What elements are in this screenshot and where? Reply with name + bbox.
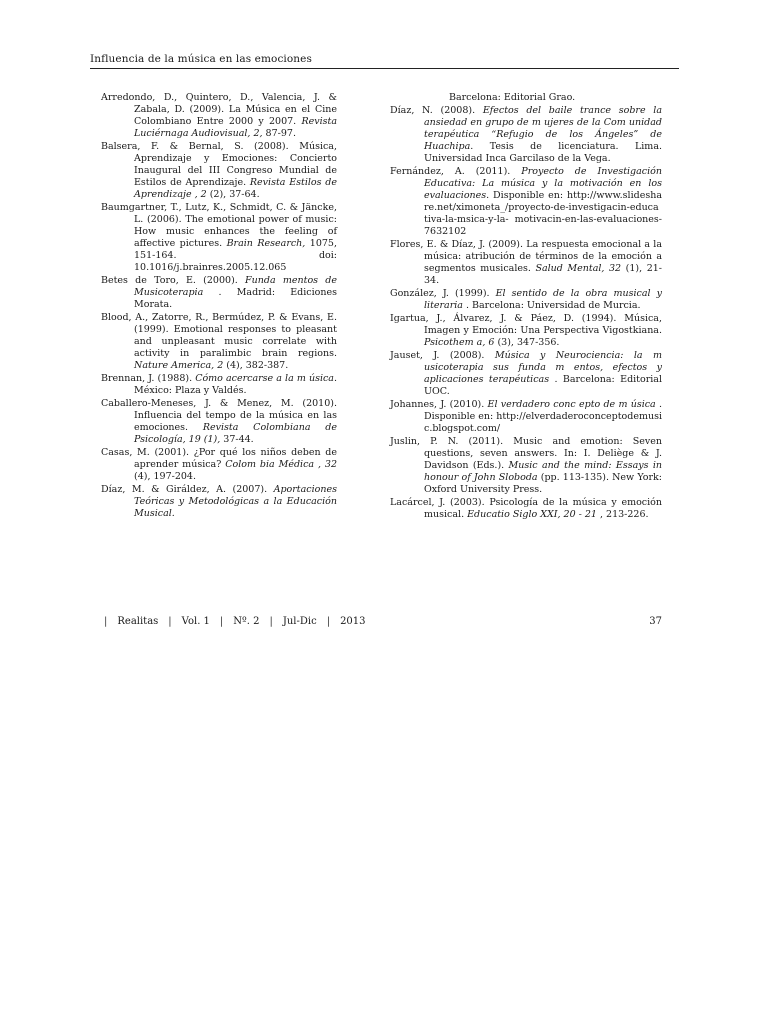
reference-entry — [101, 92, 337, 140]
reference-text: (4), 197-204. — [134, 471, 196, 482]
footer-volume: Vol. 1 — [181, 616, 210, 627]
reference-source-italic: Aportaciones Teóricas y Metodológicas a la Educación Musical. — [134, 484, 337, 519]
reference-entry — [101, 398, 337, 446]
reference-entry — [101, 373, 337, 397]
reference-source-italic: Nature America, 2 — [134, 360, 224, 371]
reference-entry — [101, 484, 337, 520]
reference-entry — [101, 447, 337, 483]
footer-period: Jul-Dic — [282, 616, 317, 627]
reference-source-italic: Efectos del baile trance sobre la ansiedad en grupo de m ujeres de la Com unidad terapéutica “Refugio de los Ángeles” de Huachipa. — [424, 105, 662, 152]
reference-source-italic: Cómo acercarse a la m úsica. — [195, 373, 337, 384]
reference-entry — [101, 275, 337, 311]
footer-separator: | — [168, 616, 172, 627]
reference-text: México: Plaza y Valdés. — [134, 385, 247, 396]
footer-separator: | — [219, 616, 224, 627]
reference-text: Igartua, J., Álvarez, J. & Páez, D. (1994). Música, Imagen y Emoción: Una Perspectiva Vigostkiana. — [390, 313, 662, 336]
reference-text: Disponible en: http://www.slideshare.net/ximoneta_/proyecto-de-investigacin-educativa-la-msica-y-la- motivacin-en-las-evaluaciones-7632102 — [424, 190, 662, 237]
reference-entry — [101, 202, 337, 274]
reference-text: Baumgartner, T., Lutz, K., Schmidt, C. & Jäncke, L. (2006). The emotional power of music: How music enhances the feeling of affective pictures. — [101, 202, 337, 249]
reference-text: (2), 37-64. — [206, 189, 260, 200]
page-footer — [104, 616, 662, 627]
reference-source-italic: Brain Research, — [226, 238, 306, 249]
reference-text: Barcelona: Editorial Grao. — [449, 92, 576, 103]
reference-source-italic: Revista Estilos de Aprendizaje , 2 — [134, 177, 337, 200]
reference-text: . Madrid: Ediciones Morata. — [134, 287, 337, 310]
reference-text: 87-97. — [262, 128, 296, 139]
reference-entry — [101, 312, 337, 372]
reference-text: 1075, 151-164. doi: 10.1016/j.brainres.2005.12.065 — [134, 238, 337, 273]
footer-year: 2013 — [340, 616, 366, 627]
reference-text: Balsera, F. & Bernal, S. (2008). Música, Aprendizaje y Emociones: Concierto Inaugural del III Congreso Mundial de Estilos de Aprendizaje. — [101, 141, 337, 188]
running-header-title: Influencia de la música en las emociones — [90, 53, 312, 65]
reference-text: Brennan, J. (1988). — [101, 373, 196, 384]
reference-text: Fernández, A. (2011). — [390, 166, 522, 177]
reference-source-italic: El verdadero conc epto de m úsica . — [487, 399, 662, 410]
header-rule — [90, 68, 679, 69]
reference-entry — [390, 399, 662, 435]
reference-text: Johannes, J. (2010). — [390, 399, 488, 410]
reference-entry — [390, 239, 662, 287]
reference-source-italic: Música y Neurociencia: la m usicoterapia sus funda m entos, efectos y aplicaciones terapéuticas — [424, 350, 662, 385]
reference-text: Tesis de licenciatura. Lima. Universidad Inca Garcilaso de la Vega. — [424, 141, 662, 164]
reference-text: Arredondo, D., Quintero, D., Valencia, J. & Zabala, D. (2009). La Música en el Cine Colombiano Entre 2000 y 2007. — [101, 92, 337, 127]
reference-text: . Barcelona: Universidad de Murcia. — [462, 300, 641, 311]
reference-source-italic: Music and the mind: Essays in honour of John Sloboda — [424, 460, 662, 483]
reference-source-italic: Funda mentos de Musicoterapia — [134, 275, 337, 298]
reference-entry — [390, 497, 662, 521]
reference-source-italic: Educatio Siglo XXI, 20 - 21 — [467, 509, 597, 520]
reference-entry — [390, 166, 662, 238]
page-number: 37 — [649, 616, 662, 627]
reference-text: , 213-226. — [596, 509, 649, 520]
reference-text: Juslin, P. N. (2011). Music and emotion: Seven questions, seven answers. In: I. Deliège & J. Davidson (Eds.). — [390, 436, 662, 471]
reference-entry — [390, 436, 662, 496]
reference-text: (pp. 113-135). New York: Oxford University Press. — [424, 472, 662, 495]
reference-text: Díaz, M. & Giráldez, A. (2007). — [101, 484, 274, 495]
reference-text: Flores, E. & Díaz, J. (2009). La respuesta emocional a la música: atribución de términos de la emoción a segmentos musicales. — [390, 239, 662, 274]
reference-entry — [390, 313, 662, 349]
reference-text: Jauset, J. (2008). — [390, 350, 495, 361]
reference-entry — [449, 92, 662, 104]
reference-source-italic: Revista Colombiana de Psicología, 19 (1), — [134, 422, 337, 445]
footer-separator: | — [269, 616, 273, 627]
reference-entry — [390, 288, 662, 312]
reference-entry — [390, 350, 662, 398]
reference-text: Blood, A., Zatorre, R., Bermúdez, P. & Evans, E. (1999). Emotional responses to pleasant and unpleasant music correlate with activity in paralimbic brain regions. — [101, 312, 337, 359]
reference-text: González, J. (1999). — [390, 288, 496, 299]
footer-separator: | — [326, 616, 331, 627]
reference-entry — [101, 141, 337, 201]
reference-text: Caballero-Meneses, J. & Menez, M. (2010). Influencia del tempo de la música en las emociones. — [101, 398, 337, 433]
reference-text: Díaz, N. (2008). — [390, 105, 483, 116]
reference-source-italic: Revista Luciérnaga Audiovisual, 2, — [134, 116, 337, 139]
references-column-right — [390, 92, 662, 522]
reference-text: . Barcelona: Editorial UOC. — [424, 374, 663, 397]
reference-source-italic: Psicothem a, 6 — [424, 337, 495, 348]
reference-text: Disponible en: http://elverdaderoconceptodemusic.blogspot.com/ — [424, 411, 663, 434]
reference-entry — [390, 105, 662, 165]
reference-source-italic: Salud Mental, 32 — [535, 263, 622, 274]
reference-text: Casas, M. (2001). ¿Por qué los niños deben de aprender música? — [101, 447, 337, 470]
reference-text: (3), 347-356. — [494, 337, 560, 348]
reference-source-italic: Proyecto de Investigación Educativa: La música y la motivación en los evaluaciones. — [424, 166, 662, 201]
reference-text: Betes de Toro, E. (2000). — [101, 275, 246, 286]
footer-number: Nº. 2 — [233, 616, 260, 627]
reference-text: Lacárcel, J. (2003). Psicología de la música y emoción musical. — [390, 497, 662, 520]
footer-separator: | — [104, 616, 108, 627]
reference-text: (1), 21-34. — [424, 263, 662, 286]
reference-text: 37-44. — [220, 434, 254, 445]
references-column-left — [101, 92, 337, 521]
reference-source-italic: El sentido de la obra musical y literaria — [424, 288, 662, 311]
footer-journal: Realitas — [117, 616, 159, 627]
reference-source-italic: Colom bia Médica , 32 — [225, 459, 337, 470]
reference-text: (4), 382-387. — [223, 360, 289, 371]
